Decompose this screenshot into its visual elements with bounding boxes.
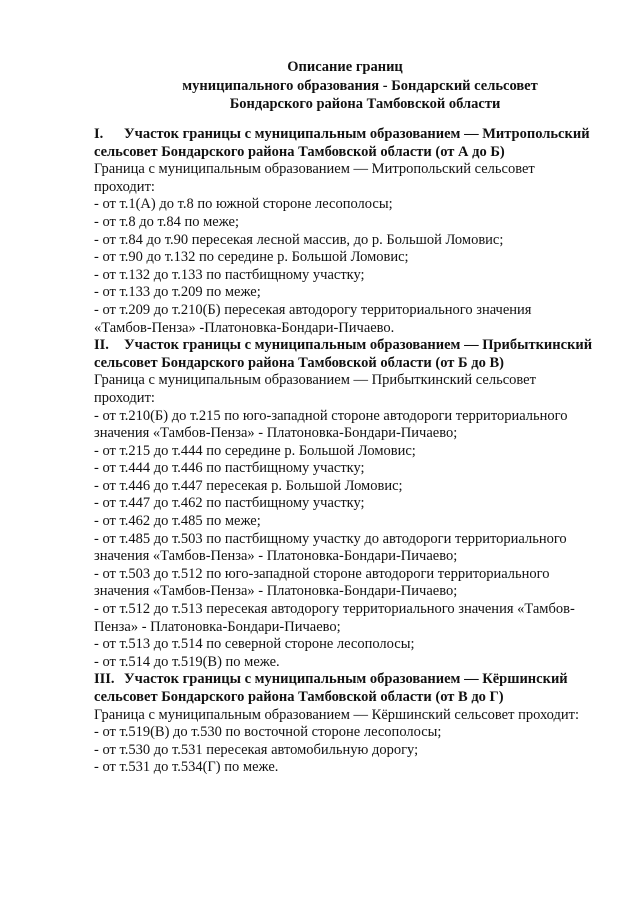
boundary-line: проходит:	[94, 389, 155, 406]
boundary-section	[94, 337, 634, 671]
boundary-line: «Тамбов-Пенза» -Платоновка-Бондари-Пичаево.	[94, 319, 395, 336]
boundary-line: значения «Тамбов-Пенза» - Платоновка-Бондари-Пичаево;	[94, 583, 458, 600]
boundary-line: - от т.530 до т.531 пересекая автомобильную дорогу;	[94, 741, 419, 758]
boundary-line: - от т.512 до т.513 пересекая автодорогу территориального значения «Тамбов-	[94, 601, 575, 618]
boundary-line: - от т.519(В) до т.530 по восточной стороне лесополосы;	[94, 724, 442, 741]
boundary-line: Граница с муниципальным образованием — Митропольский сельсовет	[94, 161, 535, 178]
boundary-line: - от т.1(А) до т.8 по южной стороне лесополосы;	[94, 196, 393, 213]
boundary-line: - от т.485 до т.503 по пастбищному участку до автодороги территориального	[94, 530, 567, 547]
boundary-line: - от т.133 до т.209 по меже;	[94, 284, 261, 301]
document-title	[0, 58, 640, 114]
boundary-line: Пенза» - Платоновка-Бондари-Пичаево;	[94, 618, 341, 635]
boundary-line: - от т.132 до т.133 по пастбищному участку;	[94, 266, 365, 283]
section-heading	[94, 126, 634, 144]
boundary-line: - от т.8 до т.84 по меже;	[94, 213, 240, 230]
boundary-line: - от т.513 до т.514 по северной стороне лесополосы;	[94, 636, 415, 653]
boundary-line: значения «Тамбов-Пенза» - Платоновка-Бондари-Пичаево;	[94, 548, 458, 565]
boundary-line: Граница с муниципальным образованием — Кёршинский сельсовет проходит:	[94, 706, 580, 723]
section-heading-continued: сельсовет Бондарского района Тамбовской области (от Б до В)	[94, 354, 504, 371]
title-line: Бондарского района Тамбовской области	[229, 96, 501, 112]
section-heading-text: Участок границы с муниципальным образованием — Кёршинский	[124, 671, 568, 688]
title-line: муниципального образования - Бондарский сельсовет	[182, 77, 538, 94]
boundary-line: - от т.84 до т.90 пересекая лесной массив, до р. Большой Ломовис;	[94, 231, 504, 248]
boundary-line: - от т.514 до т.519(В) по меже.	[94, 653, 280, 670]
boundary-line: - от т.444 до т.446 по пастбищному участку;	[94, 460, 365, 477]
section-number: II.	[94, 337, 109, 354]
section-heading	[94, 337, 634, 355]
section-number: I.	[94, 126, 104, 142]
boundary-line: - от т.447 до т.462 по пастбищному участку;	[94, 495, 365, 512]
title-line: Описание границ	[287, 59, 403, 75]
boundary-section	[94, 126, 634, 337]
boundary-line: проходит:	[94, 178, 155, 195]
boundary-line: - от т.90 до т.132 по середине р. Большой Ломовис;	[94, 249, 409, 266]
section-heading-continued: сельсовет Бондарского района Тамбовской области (от А до Б)	[94, 143, 505, 160]
boundary-line: - от т.446 до т.447 пересекая р. Большой Ломовис;	[94, 477, 403, 494]
boundary-line: - от т.209 до т.210(Б) пересекая автодорогу территориального значения	[94, 301, 532, 318]
section-heading-text: Участок границы с муниципальным образованием — Митропольский	[124, 126, 590, 142]
section-heading-continued: сельсовет Бондарского района Тамбовской области (от В до Г)	[94, 689, 504, 705]
boundary-line: - от т.531 до т.534(Г) по меже.	[94, 759, 279, 776]
boundary-line: значения «Тамбов-Пенза» - Платоновка-Бондари-Пичаево;	[94, 425, 458, 442]
section-heading	[94, 671, 634, 689]
boundary-line: - от т.503 до т.512 по юго-западной стороне автодороги территориального	[94, 565, 550, 582]
boundary-line: - от т.462 до т.485 по меже;	[94, 513, 261, 530]
boundary-line: Граница с муниципальным образованием — Прибыткинский сельсовет	[94, 372, 536, 389]
boundary-line: - от т.210(Б) до т.215 по юго-западной стороне автодороги территориального	[94, 407, 568, 424]
boundary-line: - от т.215 до т.444 по середине р. Большой Ломовис;	[94, 442, 416, 459]
section-heading-text: Участок границы с муниципальным образованием — Прибыткинский	[124, 337, 593, 354]
boundary-section	[94, 671, 634, 777]
section-number: III.	[94, 671, 115, 688]
document-body	[94, 126, 634, 777]
